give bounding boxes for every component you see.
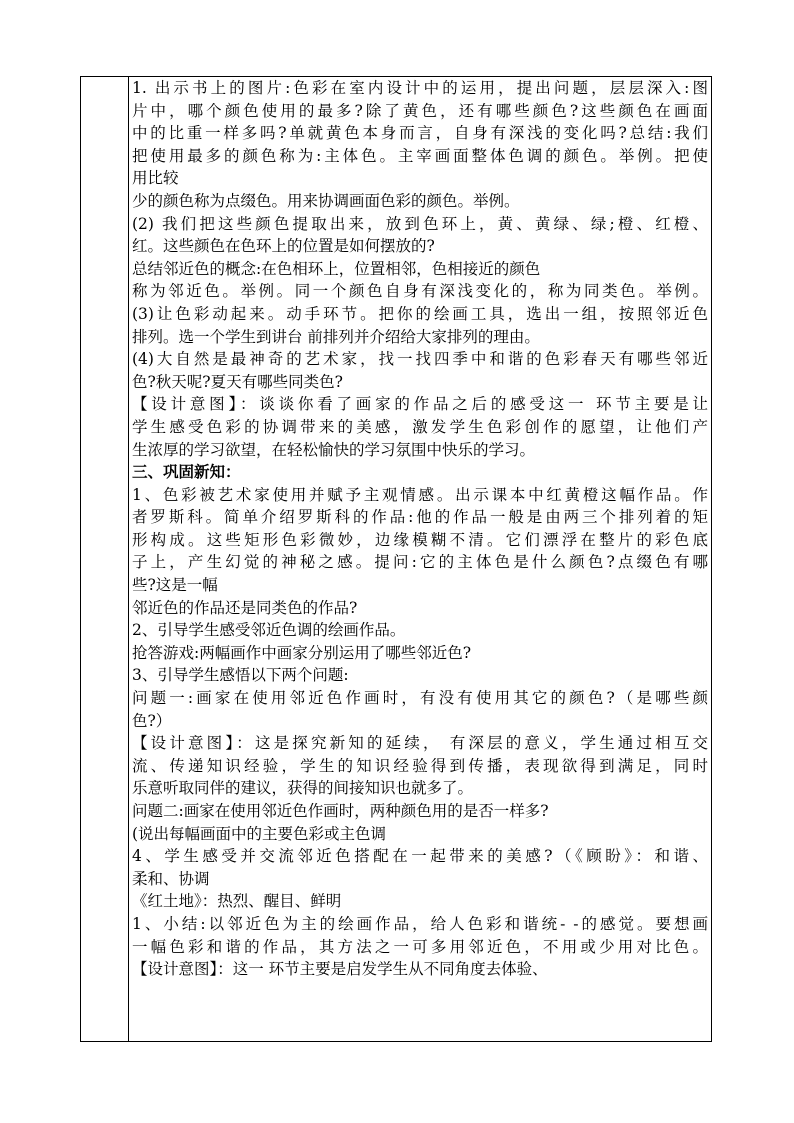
text-line: 生浓厚的学习欲望，在轻松愉快的学习氛围中快乐的学习。	[132, 440, 536, 459]
text-line: 3、引导学生感悟以下两个问题:	[132, 666, 349, 685]
text-line: 【设计意图】：这是探究新知的延续， 有深层的意义，学生通过相互交	[132, 734, 708, 753]
text-line: 色?）	[132, 711, 172, 730]
text-line: 称为邻近色。举例。同一个颜色自身有深浅变化的，称为同类色。举例。	[132, 282, 708, 301]
text-line: (3)让色彩动起来。动手环节。把你的绘画工具，选出一组，按照邻近色	[132, 304, 708, 323]
text-line: 把使用最多的颜色称为:主体色。主宰画面整体色调的颜色。举例。把使	[132, 146, 708, 165]
content-cell	[129, 77, 712, 1042]
text-line: 4、学生感受并交流邻近色搭配在一起带来的美感?（《顾盼》：和谐、	[132, 847, 708, 866]
text-line: 子上，产生幻觉的神秘之感。提问:它的主体色是什么颜色?点缀色有哪	[132, 553, 708, 572]
text-line: 流、传递知识经验，学生的知识经验得到传播，表现欲得到满足，同时	[132, 756, 708, 775]
text-line: 红。这些颜色在色环上的位置是如何摆放的?	[132, 237, 435, 256]
text-line: (说出每幅画面中的主要色彩或主色调	[132, 824, 387, 843]
text-line: 形构成。这些矩形色彩微妙，边缘模糊不清。它们漂浮在整片的彩色底	[132, 530, 708, 549]
text-line: (2) 我们把这些颜色提取出来，放到色环上，黄、黄绿、绿;橙、红橙、	[132, 214, 708, 233]
text-line: 邻近色的作品还是同类色的作品?	[132, 598, 358, 617]
text-line: 一幅色彩和谐的作品，其方法之一可多用邻近色，不用或少用对比色。	[132, 937, 708, 956]
text-line: 2、引导学生感受邻近色调的绘画作品。	[132, 621, 406, 640]
text-line: 【设计意图】：这一 环节主要是启发学生从不同角度去体验、	[132, 960, 548, 979]
text-line: 片中，哪个颜色使用的最多?除了黄色，还有哪些颜色?这些颜色在画面	[132, 101, 708, 120]
text-line: 总结邻近色的概念:在色相环上，位置相邻，色相接近的颜色	[132, 259, 541, 278]
text-line: (4)大自然是最神奇的艺术家，找一找四季中和谐的色彩春天有哪些邻近	[132, 350, 708, 369]
text-line: 问题一:画家在使用邻近色作画时，有没有使用其它的颜色?（是哪些颜	[132, 689, 708, 708]
text-line: 少的颜色称为点缀色。用来协调画面色彩的颜色。举例。	[132, 191, 520, 210]
text-line: 乐意听取同伴的建议，获得的间接知识也就多了。	[132, 779, 474, 798]
text-line: 抢答游戏:两幅画作中画家分别运用了哪些邻近色?	[132, 643, 472, 662]
text-line: 些?这是一幅	[132, 576, 218, 595]
text-line: 1. 出示书上的图片:色彩在室内设计中的运用，提出问题，层层深入:图	[132, 79, 708, 97]
section-heading: 三、巩固新知：	[132, 463, 241, 482]
text-line: 《红土地》：热烈、醒目、鲜明	[132, 892, 342, 911]
text-body	[132, 77, 708, 981]
text-line: 色?秋天呢?夏天有哪些同类色?	[132, 372, 343, 391]
text-line: 问题二:画家在使用邻近色作画时，两种颜色用的是否一样多?	[132, 802, 549, 820]
text-line: 中的比重一样多吗?单就黄色本身而言，自身有深浅的变化吗?总结:我们	[132, 124, 708, 143]
text-line: 1、小结:以邻近色为主的绘画作品，给人色彩和谐统- -的感觉。要想画	[132, 914, 708, 933]
lesson-plan-table	[80, 76, 712, 1042]
text-line: 排列。选一个学生到讲台 前排列并介绍给大家排列的理由。	[132, 327, 540, 346]
text-line: 用比较	[132, 169, 179, 188]
text-line: 者罗斯科。简单介绍罗斯科的作品:他的作品一般是由两三个排列着的矩	[132, 508, 708, 527]
left-label-cell	[81, 77, 129, 1042]
text-line: 1、色彩被艺术家使用并赋予主观情感。出示课本中红黄橙这幅作品。作	[132, 485, 708, 504]
text-line: 【设计意图】：谈谈你看了画家的作品之后的感受这一 环节主要是让	[132, 395, 708, 414]
table-row	[81, 77, 712, 1042]
text-line: 柔和、协调	[132, 869, 210, 888]
text-line: 学生感受色彩的协调带来的美感，激发学生色彩创作的愿望，让他们产	[132, 417, 708, 436]
